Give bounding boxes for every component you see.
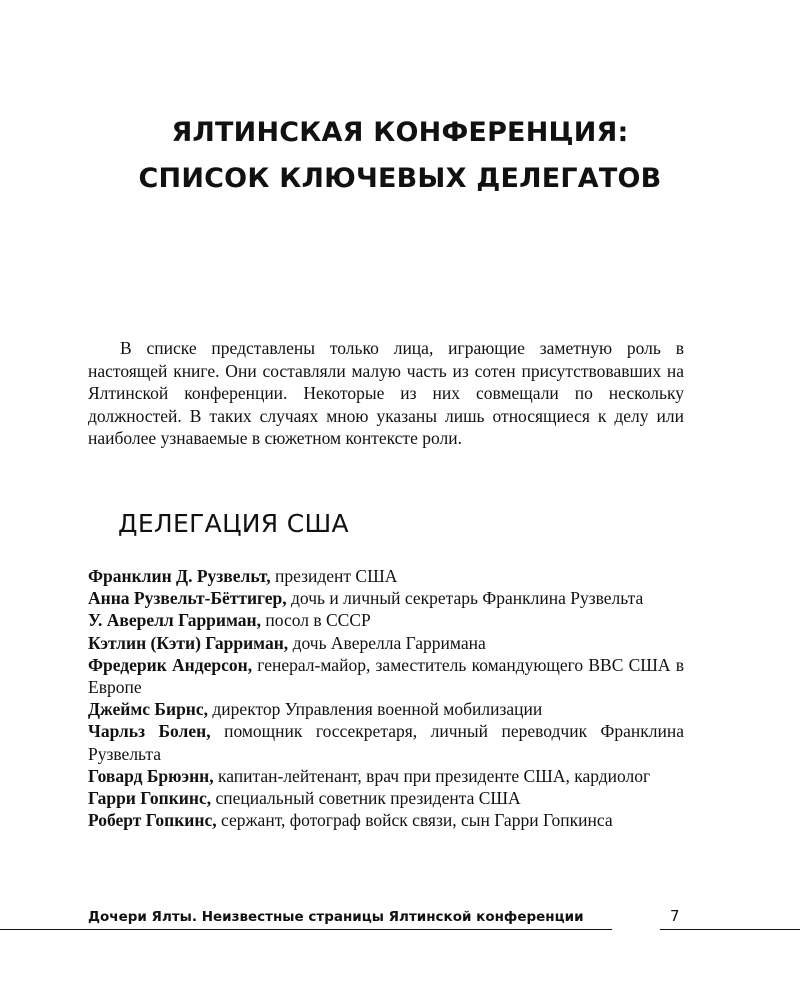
delegate-name: Кэтлин (Кэти) Гарриман, — [88, 632, 289, 653]
delegate-role: дочь Аверелла Гарримана — [288, 632, 486, 653]
delegate-role: помощник госсекретаря, личный переводчик Франклина Рузвельта — [88, 721, 684, 764]
page-title — [0, 110, 800, 202]
delegate-item — [88, 698, 684, 720]
delegate-item — [88, 720, 684, 764]
delegate-item — [88, 809, 684, 831]
delegate-name: У. Аверелл Гарриман, — [88, 610, 262, 631]
delegate-name: Анна Рузвельт-Бёттигер, — [88, 588, 287, 609]
delegate-item — [88, 632, 684, 654]
delegate-item — [88, 765, 684, 787]
delegate-name: Роберт Гопкинс, — [88, 810, 217, 831]
delegate-name: Гарри Гопкинс, — [88, 788, 212, 809]
page-number: 7 — [670, 907, 680, 925]
delegate-role: сержант, фотограф войск связи, сын Гарри Гопкинса — [216, 810, 613, 831]
delegate-name: Говард Брюэнн, — [88, 765, 214, 786]
delegate-role: дочь и личный секретарь Франклина Рузвельта — [286, 588, 644, 609]
delegate-item — [88, 609, 684, 631]
delegate-name: Франклин Д. Рузвельт, — [88, 566, 271, 586]
delegate-item — [88, 587, 684, 609]
delegate-name: Фредерик Андерсон, — [88, 654, 253, 675]
delegate-role: посол в СССР — [261, 610, 371, 631]
delegate-name: Чарльз Болен, — [88, 721, 211, 742]
delegate-item — [88, 565, 684, 587]
page-title-line-1: ЯЛТИНСКАЯ КОНФЕРЕНЦИЯ: — [171, 117, 629, 149]
delegate-role: генерал-майор, заместитель командующего ВВС США в Европе — [88, 654, 685, 698]
delegate-list — [88, 565, 684, 831]
footer-rule-right — [660, 929, 800, 930]
delegate-role: специальный советник президента США — [211, 788, 521, 809]
footer-rule-left — [0, 929, 612, 930]
delegate-item — [88, 787, 684, 809]
page-title-line-2: СПИСОК КЛЮЧЕВЫХ ДЕЛЕГАТОВ — [138, 163, 662, 195]
section-heading-us-delegation: ДЕЛЕГАЦИЯ США — [118, 509, 349, 538]
page-footer — [0, 906, 800, 936]
delegate-role: директор Управления военной мобилизации — [208, 699, 543, 720]
delegate-item — [88, 654, 684, 698]
running-footer-book-title: Дочери Ялты. Неизвестные страницы Ялтинской конференции — [88, 909, 584, 925]
delegate-role: капитан-лейтенант, врач при президенте США, кардиолог — [213, 765, 651, 786]
delegate-role: президент США — [270, 566, 398, 586]
delegate-name: Джеймс Бирнс, — [88, 699, 209, 720]
intro-paragraph: В списке представлены только лица, играющие заметную роль в настоящей книге. Они составляли малую часть из сотен присутствовавших на Ялтинской конференции. Некоторые из них совмещали по нескольку должностей. В таких случаях мною указаны лишь относящиеся к делу или наиболее узнаваемые в сюжетном контексте роли. — [88, 338, 684, 449]
